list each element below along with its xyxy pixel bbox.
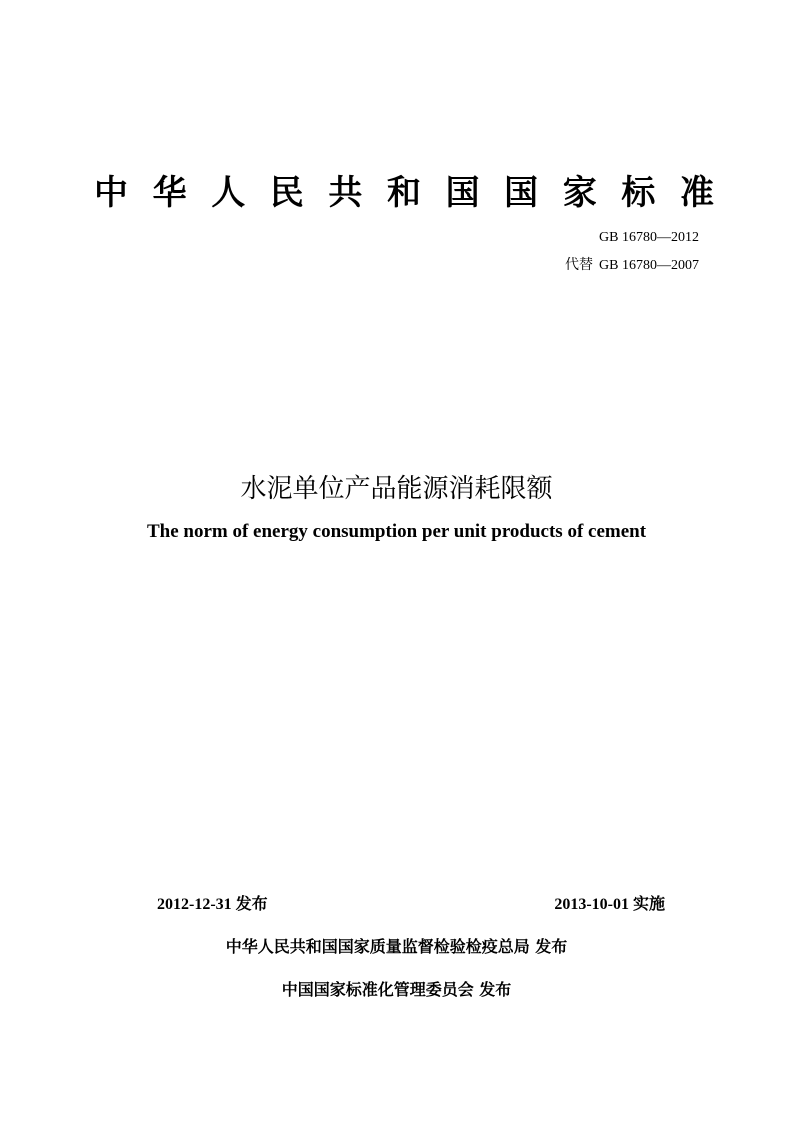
national-standard-title — [94, 168, 714, 218]
title-char: 标 — [621, 173, 656, 213]
document-title-chinese: 水泥单位产品能源消耗限额 — [240, 474, 553, 504]
title-char: 共 — [328, 173, 363, 213]
title-char: 家 — [562, 173, 597, 213]
issue-date: 2012-12-31 发布 — [157, 896, 268, 913]
title-char: 民 — [269, 173, 304, 213]
document-title-english: The norm of energy consumption per unit products of cement — [146, 521, 647, 542]
title-char: 中 — [94, 173, 128, 213]
title-char: 人 — [211, 173, 246, 213]
replaces-prefix: 代替 — [565, 258, 594, 273]
implementation-date: 2013-10-01 实施 — [554, 896, 665, 913]
title-char: 华 — [152, 173, 187, 213]
publisher-sac: 中国国家标准化管理委员会 发布 — [281, 980, 512, 999]
title-char: 和 — [386, 173, 421, 213]
replaces-number: GB 16780—2007 — [599, 258, 699, 273]
title-char: 准 — [679, 173, 714, 213]
replaces-standard — [565, 258, 699, 274]
title-char: 国 — [504, 173, 539, 213]
standard-number: GB 16780—2012 — [599, 230, 699, 245]
publisher-aqsiq: 中华人民共和国国家质量监督检验检疫总局 发布 — [225, 937, 568, 956]
title-char: 国 — [445, 173, 480, 213]
